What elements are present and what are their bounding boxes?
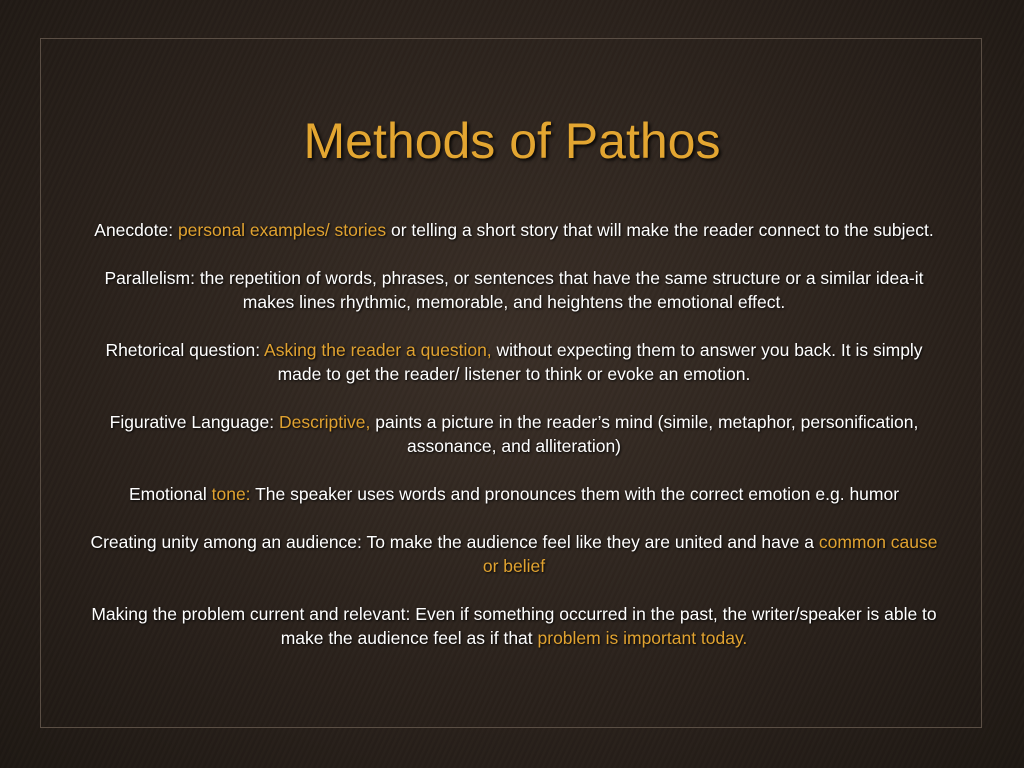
term-creating-unity: Creating unity among an audience: — [90, 532, 367, 552]
paragraph-anecdote — [84, 218, 944, 242]
term-anecdote: Anecdote: — [94, 220, 178, 240]
term-figurative-language: Figurative Language: — [109, 412, 279, 432]
slide-content — [84, 218, 944, 674]
paragraph-problem-current — [84, 602, 944, 650]
paragraph-parallelism — [84, 266, 944, 314]
highlight-emotional-tone: tone: — [211, 484, 251, 504]
text-creating-unity: To make the audience feel like they are united and have a — [366, 532, 819, 552]
term-problem-current: Making the problem current and relevant: — [91, 604, 416, 624]
highlight-problem-current: problem is important today. — [537, 628, 748, 648]
term-emotional-tone: Emotional — [128, 484, 212, 504]
highlight-anecdote: personal examples/ stories — [177, 220, 387, 240]
term-rhetorical-question: Rhetorical question: — [105, 340, 265, 360]
text-rhetorical-question: without expecting them to answer you back. It is simply made to get the reader/ listener to think or evoke an emotion. — [277, 340, 923, 384]
text-emotional-tone: The speaker uses words and pronounces them with the correct emotion e.g. humor — [250, 484, 900, 504]
text-anecdote: or telling a short story that will make the reader connect to the subject. — [386, 220, 934, 240]
paragraph-creating-unity — [84, 530, 944, 578]
term-parallelism: Parallelism: — [104, 268, 200, 288]
paragraph-figurative-language — [84, 410, 944, 458]
highlight-figurative-language: Descriptive, — [278, 412, 371, 432]
slide-title: Methods of Pathos — [303, 113, 721, 169]
text-figurative-language: paints a picture in the reader’s mind (simile, metaphor, personification, assonance, and alliteration) — [370, 412, 919, 456]
text-problem-current: Even if something occurred in the past, the writer/speaker is able to make the audience feel as if that — [280, 604, 937, 648]
paragraph-rhetorical-question — [84, 338, 944, 386]
text-parallelism: the repetition of words, phrases, or sentences that have the same structure or a similar idea-it makes lines rhythmic, memorable, and heightens the emotional effect. — [199, 268, 924, 312]
paragraph-emotional-tone — [84, 482, 944, 506]
highlight-rhetorical-question: Asking the reader a question, — [264, 340, 492, 360]
highlight-creating-unity: common cause or belief — [482, 532, 938, 576]
